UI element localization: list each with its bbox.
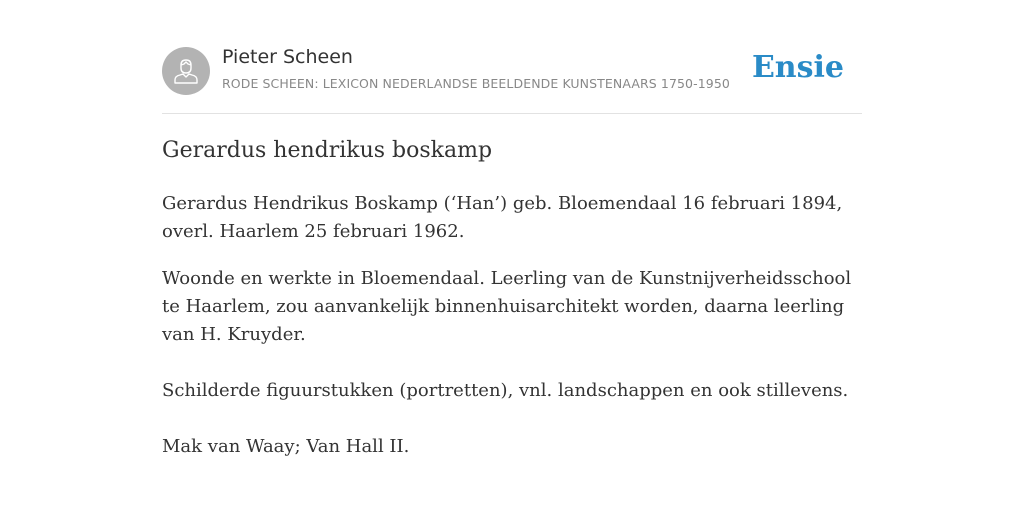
divider bbox=[162, 113, 862, 114]
paragraph-works: Schilderde figuurstukken (portretten), vnl. landschappen en ook stillevens. bbox=[162, 380, 849, 401]
avatar[interactable] bbox=[162, 47, 210, 95]
paragraph-birth-death: Gerardus Hendrikus Boskamp (‘Han’) geb. Bloemendaal 16 februari 1894, overl. Haarlem 25 februari 1962. bbox=[162, 193, 843, 242]
source-title[interactable]: RODE SCHEEN: LEXICON NEDERLANDSE BEELDENDE KUNSTENAARS 1750-1950 bbox=[222, 76, 730, 91]
header bbox=[162, 46, 862, 96]
ensie-logo[interactable]: Ensie bbox=[751, 50, 844, 85]
article-body bbox=[162, 190, 862, 480]
user-icon bbox=[171, 56, 201, 86]
author-name[interactable]: Pieter Scheen bbox=[222, 46, 353, 68]
paragraph-references: Mak van Waay; Van Hall II. bbox=[162, 436, 410, 457]
page-title: Gerardus hendrikus boskamp bbox=[162, 138, 493, 163]
paragraph-education: Woonde en werkte in Bloemendaal. Leerling van de Kunstnijverheidsschool te Haarlem, zou aanvankelijk binnenhuisarchitekt worden, daarna leerling van H. Kruyder. bbox=[162, 268, 852, 345]
